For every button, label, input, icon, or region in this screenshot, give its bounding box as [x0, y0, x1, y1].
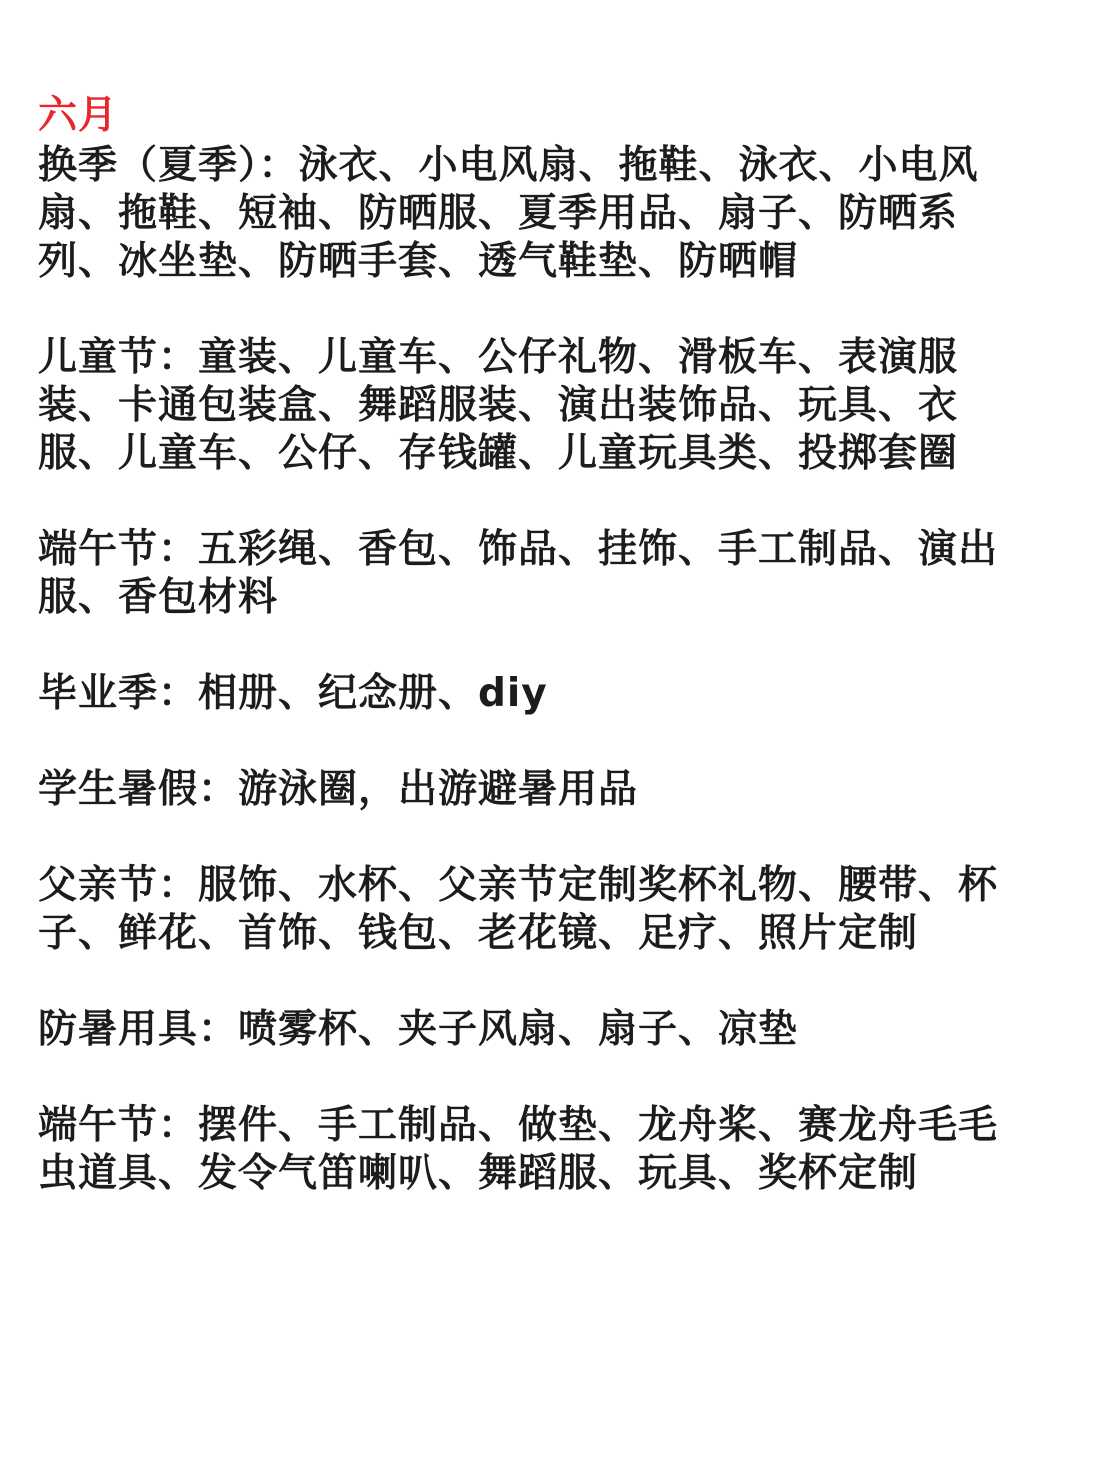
- section-dragon-boat-festival: 端午节：五彩绳、香包、饰品、挂饰、手工制品、演出 服、香包材料: [38, 527, 999, 620]
- section-spacer: [38, 958, 1038, 1006]
- section-season-change: 换季（夏季）：泳衣、小电风扇、拖鞋、泳衣、小电风 扇、拖鞋、短袖、防晒服、夏季用品、扇子、防晒系 列、冰坐垫、防晒手套、透气鞋垫、防晒帽: [38, 143, 979, 284]
- section-childrens-day: 儿童节：童装、儿童车、公仔礼物、滑板车、表演服 装、卡通包装盒、舞蹈服装、演出装饰品、玩具、衣 服、儿童车、公仔、存钱罐、儿童玩具类、投掷套圈: [38, 335, 959, 476]
- section-spacer: [38, 478, 1038, 526]
- section-spacer: [38, 286, 1038, 334]
- section-fathers-day: 父亲节：服饰、水杯、父亲节定制奖杯礼物、腰带、杯 子、鲜花、首饰、钱包、老花镜、足疗、照片定制: [38, 863, 999, 956]
- section-summer-vacation: 学生暑假：游泳圈，出游避暑用品: [38, 767, 639, 812]
- section-spacer: [38, 718, 1038, 766]
- month-heading: 六月: [38, 93, 119, 138]
- section-spacer: [38, 622, 1038, 670]
- section-dragon-boat-festival-2: 端午节：摆件、手工制品、做垫、龙舟桨、赛龙舟毛毛 虫道具、发令气笛喇叭、舞蹈服、玩具、奖杯定制: [38, 1103, 999, 1196]
- section-heat-protection: 防暑用具：喷雾杯、夹子风扇、扇子、凉垫: [38, 1007, 799, 1052]
- section-spacer: [38, 814, 1038, 862]
- document-body: [38, 92, 1038, 1198]
- section-spacer: [38, 1054, 1038, 1102]
- section-graduation-season: 毕业季：相册、纪念册、diy: [38, 671, 548, 716]
